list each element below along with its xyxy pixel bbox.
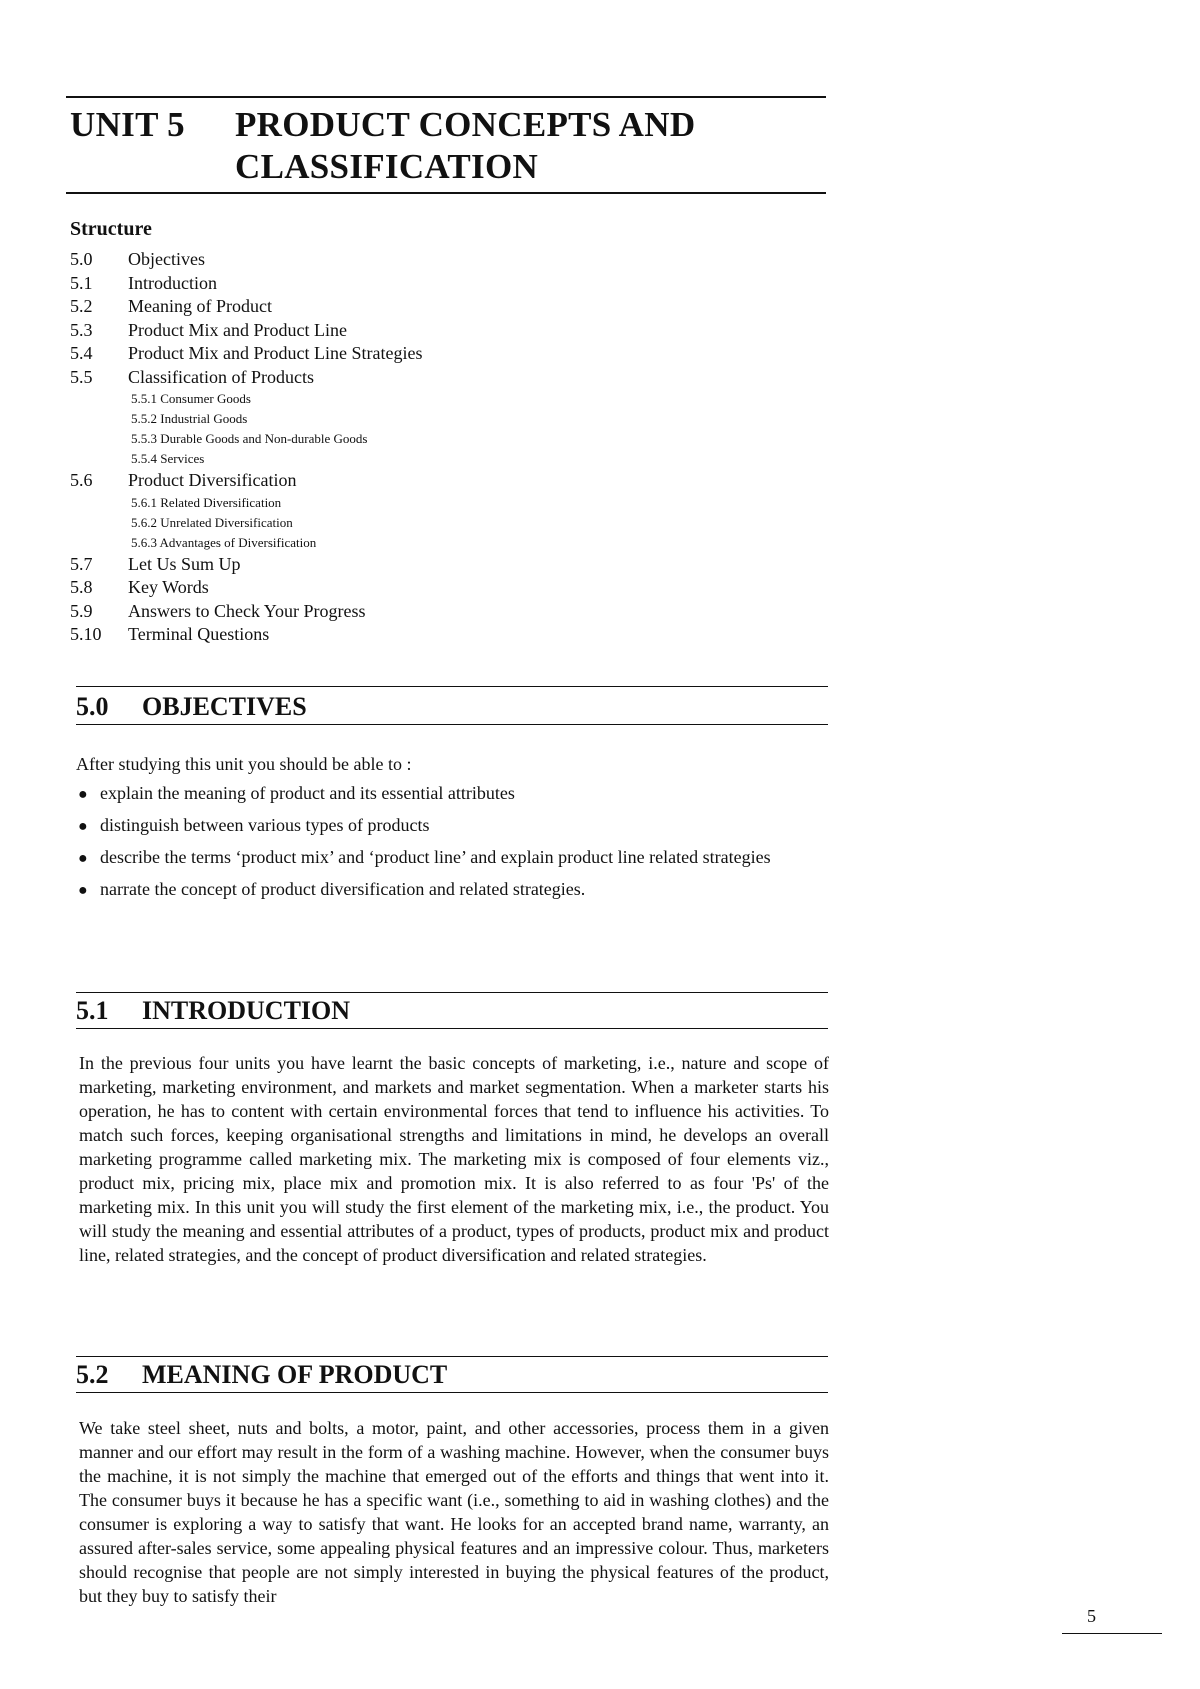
meaning-top-rule	[76, 1356, 828, 1357]
section-title: OBJECTIVES	[142, 692, 307, 721]
introduction-paragraph: In the previous four units you have learnt the basic concepts of marketing, i.e., nature and scope of marketing, marketing environment, and markets and market segmentation. When a marketer starts his operation, he has to content with certain environmental forces that tend to influence his activities. To match such forces, keeping organisational strengths and limitations in mind, he develops an overall marketing programme called marketing mix. The marketing mix is composed of four elements viz., product mix, pricing mix, place mix and promotion mix. It is also referred to as four 'Ps' of the marketing mix. In this unit you will study the first element of the marketing mix, i.e., the product. You will study the meaning and essential attributes of a product, types of products, product mix and product line, related strategies, and the concept of product diversification and related strategies.	[79, 1053, 829, 1265]
toc-item-number: 5.7	[70, 553, 93, 574]
structure-heading: Structure	[70, 218, 152, 240]
section-title: MEANING OF PRODUCT	[142, 1360, 448, 1389]
toc-item-number: 5.5	[70, 366, 93, 387]
toc-item	[70, 295, 590, 319]
bullet-icon: ●	[78, 786, 88, 803]
objectives-top-rule	[76, 686, 828, 687]
list-item: ● explain the meaning of product and its essential attributes	[76, 782, 836, 805]
toc-subitem: 5.6.1 Related Diversification	[131, 494, 282, 510]
unit-number: UNIT 5	[70, 105, 185, 144]
objectives-heading	[76, 692, 307, 722]
bullet-icon: ●	[78, 850, 88, 867]
section-number: 5.0	[76, 692, 109, 721]
list-item: ● distinguish between various types of products	[76, 814, 836, 837]
toc-item-number: 5.10	[70, 624, 102, 644]
list-item: ● narrate the concept of product diversification and related strategies.	[76, 878, 836, 901]
toc-subitem: 5.5.4 Services	[131, 451, 205, 466]
toc-item-number: 5.2	[70, 296, 93, 316]
toc-subitem: 5.5.3 Durable Goods and Non-durable Goods	[131, 431, 368, 446]
toc-item-label: Objectives	[128, 249, 205, 269]
toc-item-number: 5.4	[70, 343, 93, 363]
toc-item-label: Introduction	[128, 272, 217, 293]
page-number-rule	[1062, 1633, 1162, 1634]
toc-item-number: 5.6	[70, 470, 93, 490]
toc-subitem: 5.5.1 Consumer Goods	[131, 391, 251, 406]
toc-subitem: 5.6.2 Unrelated Diversification	[131, 514, 293, 530]
introduction-heading	[76, 996, 350, 1026]
meaning-bottom-rule	[76, 1392, 828, 1393]
toc-item-number: 5.3	[70, 319, 93, 340]
unit-heading: PRODUCT CONCEPTS AND CLASSIFICATION	[235, 105, 696, 186]
section-title: INTRODUCTION	[142, 996, 351, 1025]
toc-item-number: 5.8	[70, 577, 93, 597]
toc-item	[70, 319, 590, 343]
toc-item-number: 5.1	[70, 272, 93, 293]
toc-subitem: 5.6.3 Advantages of Diversification	[131, 534, 317, 550]
toc-item-label: Meaning of Product	[128, 296, 272, 316]
toc-item-label: Product Diversification	[128, 470, 297, 490]
section-number: 5.1	[76, 996, 109, 1025]
title-bottom-rule	[66, 192, 826, 194]
toc-item	[70, 366, 590, 390]
toc-item	[70, 623, 590, 647]
section-number: 5.2	[76, 1360, 109, 1389]
toc-item	[70, 553, 590, 577]
objectives-bottom-rule	[76, 724, 828, 725]
toc-item-label: Answers to Check Your Progress	[128, 600, 366, 621]
meaning-heading	[76, 1360, 447, 1390]
toc-item	[70, 342, 590, 366]
toc-item-label: Let Us Sum Up	[128, 553, 241, 574]
toc-item-label: Product Mix and Product Line Strategies	[128, 343, 423, 363]
table-of-contents	[70, 248, 590, 647]
bullet-icon: ●	[78, 818, 88, 835]
introduction-bottom-rule	[76, 1028, 828, 1029]
toc-item-number: 5.9	[70, 600, 93, 621]
toc-item	[70, 576, 590, 600]
title-top-rule	[66, 96, 826, 98]
objectives-list	[76, 782, 836, 910]
bullet-icon: ●	[78, 882, 88, 899]
toc-item-label: Product Mix and Product Line	[128, 319, 347, 340]
toc-item-label: Key Words	[128, 577, 209, 597]
toc-item-label: Terminal Questions	[128, 624, 270, 644]
toc-item	[70, 600, 590, 624]
meaning-paragraph: We take steel sheet, nuts and bolts, a motor, paint, and other accessories, process them in a given manner and our effort may result in the form of a washing machine. However, when the consumer buys the machine, it is not simply the machine that emerged out of the efforts and things that went into it. The consumer buys it because he has a specific want (i.e., something to aid in washing clothes) and the consumer is exploring a way to satisfy that want. He looks for an accepted brand name, warranty, an assured after-sales service, some appealing physical features and an impressive colour. Thus, marketers should recognise that people are not simply interested in buying the physical features of the product, but they buy to satisfy their	[79, 1418, 829, 1606]
toc-item	[70, 469, 590, 493]
introduction-top-rule	[76, 992, 828, 993]
page-number: 5	[1087, 1606, 1096, 1626]
list-item: ● describe the terms ‘product mix’ and ‘product line’ and explain product line related strategies	[76, 846, 836, 869]
toc-item-label: Classification of Products	[128, 366, 314, 387]
toc-item-number: 5.0	[70, 249, 93, 269]
objectives-intro: After studying this unit you should be able to :	[76, 754, 412, 774]
toc-item	[70, 272, 590, 296]
toc-subitem: 5.5.2 Industrial Goods	[131, 411, 248, 426]
toc-item	[70, 248, 590, 272]
